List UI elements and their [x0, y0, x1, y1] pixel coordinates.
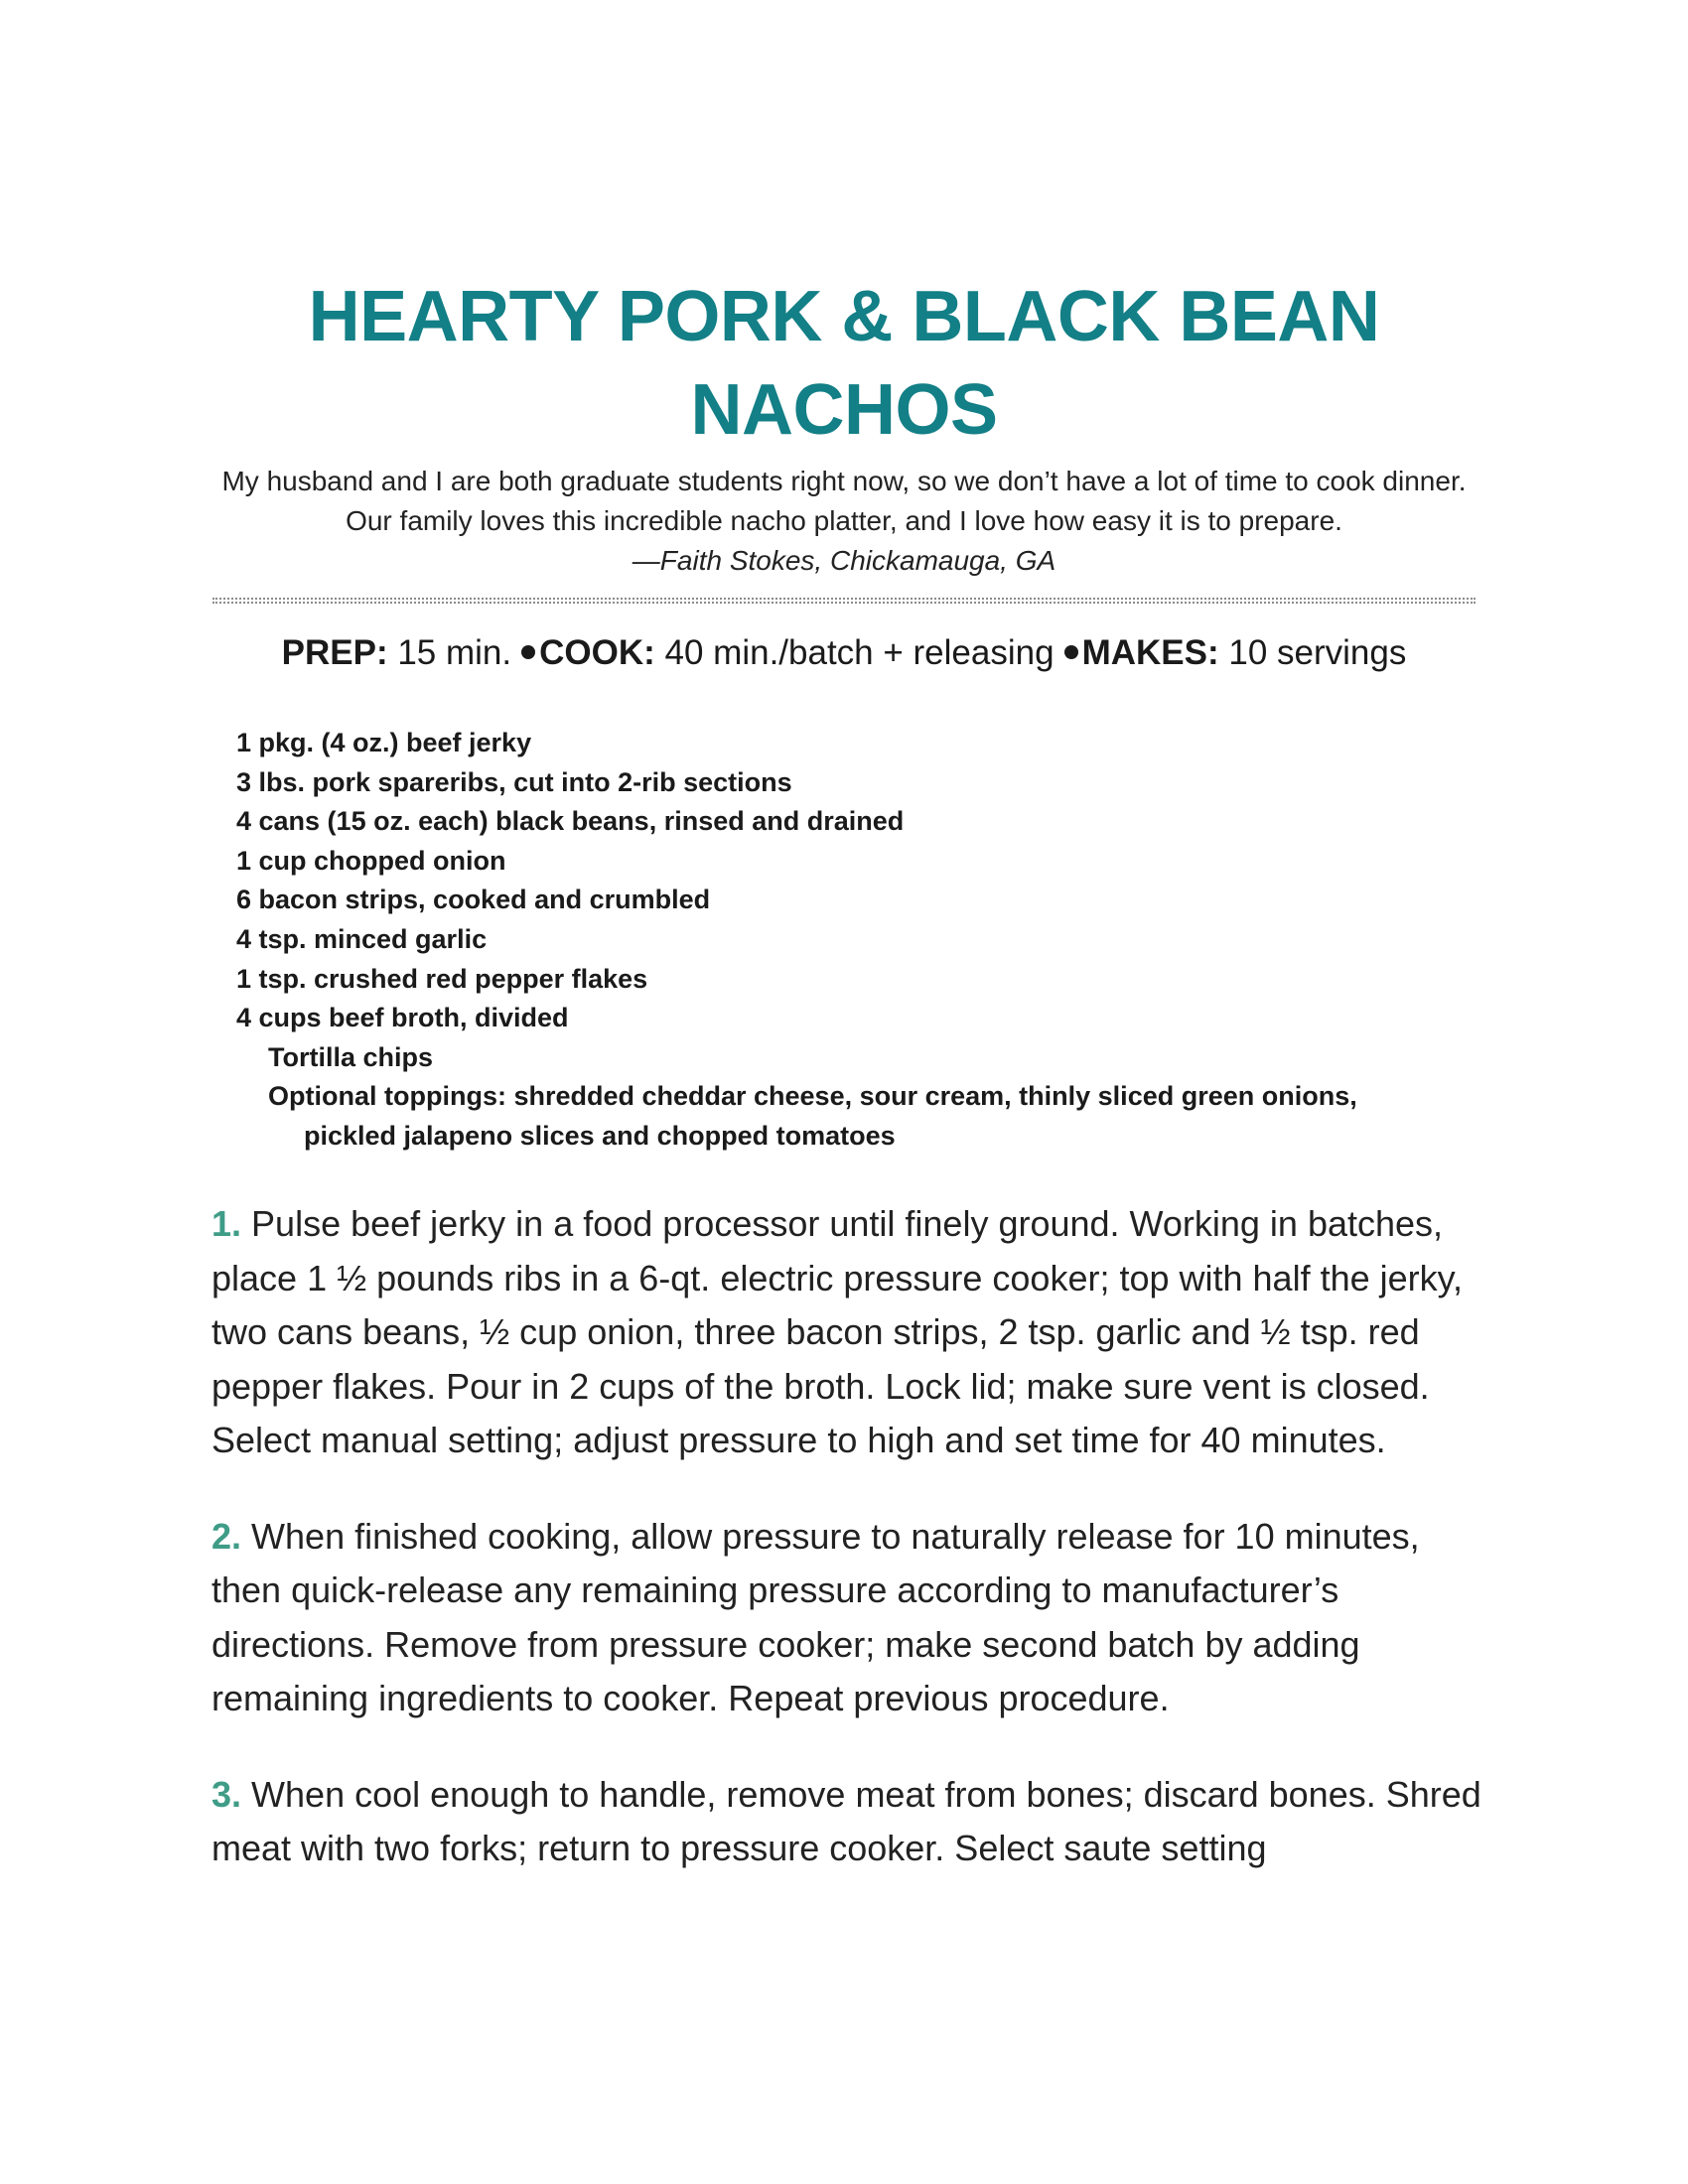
intro-line-1: My husband and I are both graduate students right now, so we don’t have a lot of time to cook dinner.: [221, 466, 1467, 496]
recipe-attribution: —Faith Stokes, Chickamauga, GA: [632, 545, 1056, 576]
ingredient-item-continuation: pickled jalapeno slices and chopped tomatoes: [304, 1120, 896, 1151]
cook-value: 40 min./batch + releasing: [664, 633, 1055, 672]
ingredient-item: 4 tsp. minced garlic: [236, 923, 488, 954]
step-text: When cool enough to handle, remove meat from bones; discard bones. Shred meat with two forks; return to pressure cooker. Select saute setting: [211, 1773, 1481, 1868]
ingredient-item: 3 lbs. pork spareribs, cut into 2-rib sections: [236, 766, 792, 797]
prep-value: 15 min.: [397, 633, 512, 672]
recipe-step: [211, 1510, 1492, 1726]
ingredient-item: 6 bacon strips, cooked and crumbled: [236, 885, 711, 915]
ingredient-item: Optional toppings: shredded cheddar cheese, sour cream, thinly sliced green onions,: [268, 1081, 1357, 1112]
step-number: 1.: [211, 1203, 242, 1244]
recipe-intro: [149, 462, 1539, 581]
makes-label: MAKES:: [1081, 633, 1219, 672]
prep-label: PREP:: [281, 633, 388, 672]
step-number: 3.: [211, 1773, 242, 1815]
recipe-meta: [0, 627, 1688, 679]
step-text: When finished cooking, allow pressure to naturally release for 10 minutes, then quick-release any remaining pressure according to manufacturer’s directions. Remove from pressure cooker; make second batch by adding remaining ingredients to cooker. Repeat previous procedure.: [211, 1515, 1420, 1718]
makes-value: 10 servings: [1228, 633, 1407, 672]
recipe-steps: [211, 1197, 1492, 1918]
cook-label: COOK:: [539, 633, 655, 672]
bullet-icon: [1064, 645, 1078, 659]
ingredient-list: [236, 724, 1487, 1157]
recipe-step: [211, 1197, 1492, 1468]
ingredient-item: 4 cups beef broth, divided: [236, 1003, 569, 1033]
dotted-divider: [212, 598, 1476, 604]
recipe-step: [211, 1768, 1492, 1876]
ingredient-item: 1 cup chopped onion: [236, 845, 506, 876]
ingredient-item: 4 cans (15 oz. each) black beans, rinsed and drained: [236, 806, 905, 837]
ingredient-item: 1 pkg. (4 oz.) beef jerky: [236, 728, 532, 757]
intro-line-2: Our family loves this incredible nacho platter, and I love how easy it is to prepare.: [346, 505, 1342, 536]
recipe-title: [0, 270, 1688, 457]
bullet-icon: [521, 645, 535, 659]
recipe-title-line-1: HEARTY PORK & BLACK BEAN: [308, 277, 1380, 356]
ingredient-item: 1 tsp. crushed red pepper flakes: [236, 963, 648, 994]
step-text: Pulse beef jerky in a food processor until finely ground. Working in batches, place 1 ½ pounds ribs in a 6-qt. electric pressure cooker; top with half the jerky, two cans beans, ½ cup onion, three bacon strips, 2 tsp. garlic and ½ tsp. red pepper flakes. Pour in 2 cups of the broth. Lock lid; make sure vent is closed. Select manual setting; adjust pressure to high and set time for 40 minutes.: [211, 1203, 1463, 1460]
recipe-title-line-2: NACHOS: [690, 370, 998, 450]
step-number: 2.: [211, 1515, 242, 1557]
ingredient-item: Tortilla chips: [268, 1041, 434, 1072]
